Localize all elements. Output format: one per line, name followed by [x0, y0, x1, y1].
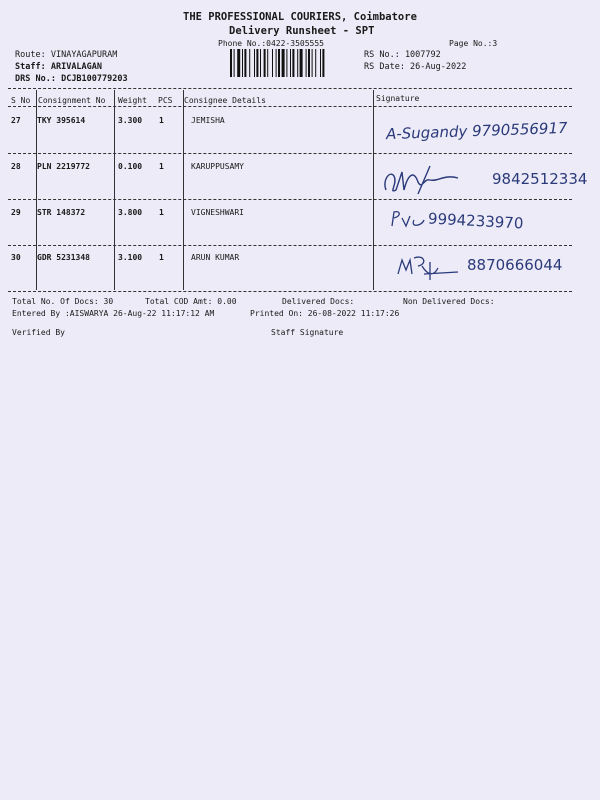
- column-header-consignee: Consignee Details: [184, 96, 266, 105]
- staff-signature-label: Staff Signature: [271, 328, 344, 337]
- column-header-sno: S No: [11, 96, 31, 105]
- row-pcs: 1: [159, 162, 164, 171]
- row-signature: A-Sugandy 9790556917: [385, 118, 568, 144]
- row-sno: 28: [11, 162, 21, 171]
- company-title: THE PROFESSIONAL COURIERS, Coimbatore: [183, 11, 417, 23]
- printed-on: Printed On: 26-08-2022 11:17:26: [250, 309, 400, 318]
- header-bottom-rule: [8, 106, 572, 107]
- row-sno: 29: [11, 208, 21, 217]
- route-value: VINAYAGAPURAM: [50, 50, 118, 60]
- route-info: [15, 50, 117, 60]
- delivered-docs: Delivered Docs:: [282, 297, 355, 306]
- row-rule-1: [8, 153, 572, 154]
- entered-by: Entered By :AISWARYA 26-Aug-22 11:17:12 AM: [12, 309, 215, 318]
- column-header-pcs: PCS: [158, 96, 173, 105]
- column-header-signature: Signature: [376, 94, 420, 103]
- drs-info: [15, 74, 128, 84]
- table-bottom-rule: [8, 291, 572, 292]
- column-header-consignment: Consignment No: [38, 96, 106, 105]
- row-weight: 0.100: [118, 162, 143, 171]
- total-cod-amount: Total COD Amt: 0.00: [145, 297, 237, 306]
- column-header-weight: Weight: [118, 96, 147, 105]
- rs-number: RS No.: 1007792: [364, 50, 441, 60]
- row-consignee: JEMISHA: [191, 116, 225, 125]
- row-sno: 30: [11, 253, 21, 262]
- row-pcs: 1: [159, 116, 164, 125]
- col-separator-3: [183, 90, 184, 290]
- col-separator-2: [114, 90, 115, 290]
- rs-date: RS Date: 26-Aug-2022: [364, 62, 467, 72]
- drs-label: DRS No.:: [15, 74, 56, 84]
- staff-label: Staff:: [15, 62, 46, 72]
- total-docs: Total No. Of Docs: 30: [12, 297, 114, 306]
- verified-by: Verified By: [12, 328, 65, 337]
- row-consignment: PLN 2219772: [37, 162, 90, 171]
- row-consignee: VIGNESHWARI: [191, 208, 244, 217]
- staff-info: [15, 62, 102, 72]
- handwritten-signature-mark: [394, 252, 464, 282]
- runsheet-subtitle: Delivery Runsheet - SPT: [229, 25, 375, 37]
- row-signature: 9994233970: [427, 209, 524, 233]
- row-sno: 27: [11, 116, 21, 125]
- row-consignee: KARUPPUSAMY: [191, 162, 244, 171]
- barcode: [230, 49, 356, 77]
- row-consignment: STR 148372: [37, 208, 86, 217]
- drs-value: DCJB100779203: [61, 74, 128, 84]
- col-separator-4: [373, 90, 374, 290]
- row-weight: 3.800: [118, 208, 143, 217]
- route-label: Route:: [15, 50, 46, 60]
- row-weight: 3.300: [118, 116, 143, 125]
- row-pcs: 1: [159, 208, 164, 217]
- row-rule-3: [8, 245, 572, 246]
- row-consignment: TKY 395614: [37, 116, 86, 125]
- table-top-rule: [8, 88, 572, 89]
- row-signature: 8870666044: [467, 256, 563, 274]
- row-weight: 3.100: [118, 253, 143, 262]
- phone-number: Phone No.:0422-3505555: [218, 39, 324, 48]
- handwritten-signature-mark: [378, 160, 488, 200]
- row-consignee: ARUN KUMAR: [191, 253, 240, 262]
- page-number: Page No.:3: [449, 39, 498, 48]
- row-pcs: 1: [159, 253, 164, 262]
- row-signature: 9842512334: [492, 170, 588, 188]
- non-delivered-docs: Non Delivered Docs:: [403, 297, 495, 306]
- handwritten-initials-mark: [388, 208, 428, 230]
- row-consignment: GDR 5231348: [37, 253, 90, 262]
- staff-value: ARIVALAGAN: [50, 62, 103, 72]
